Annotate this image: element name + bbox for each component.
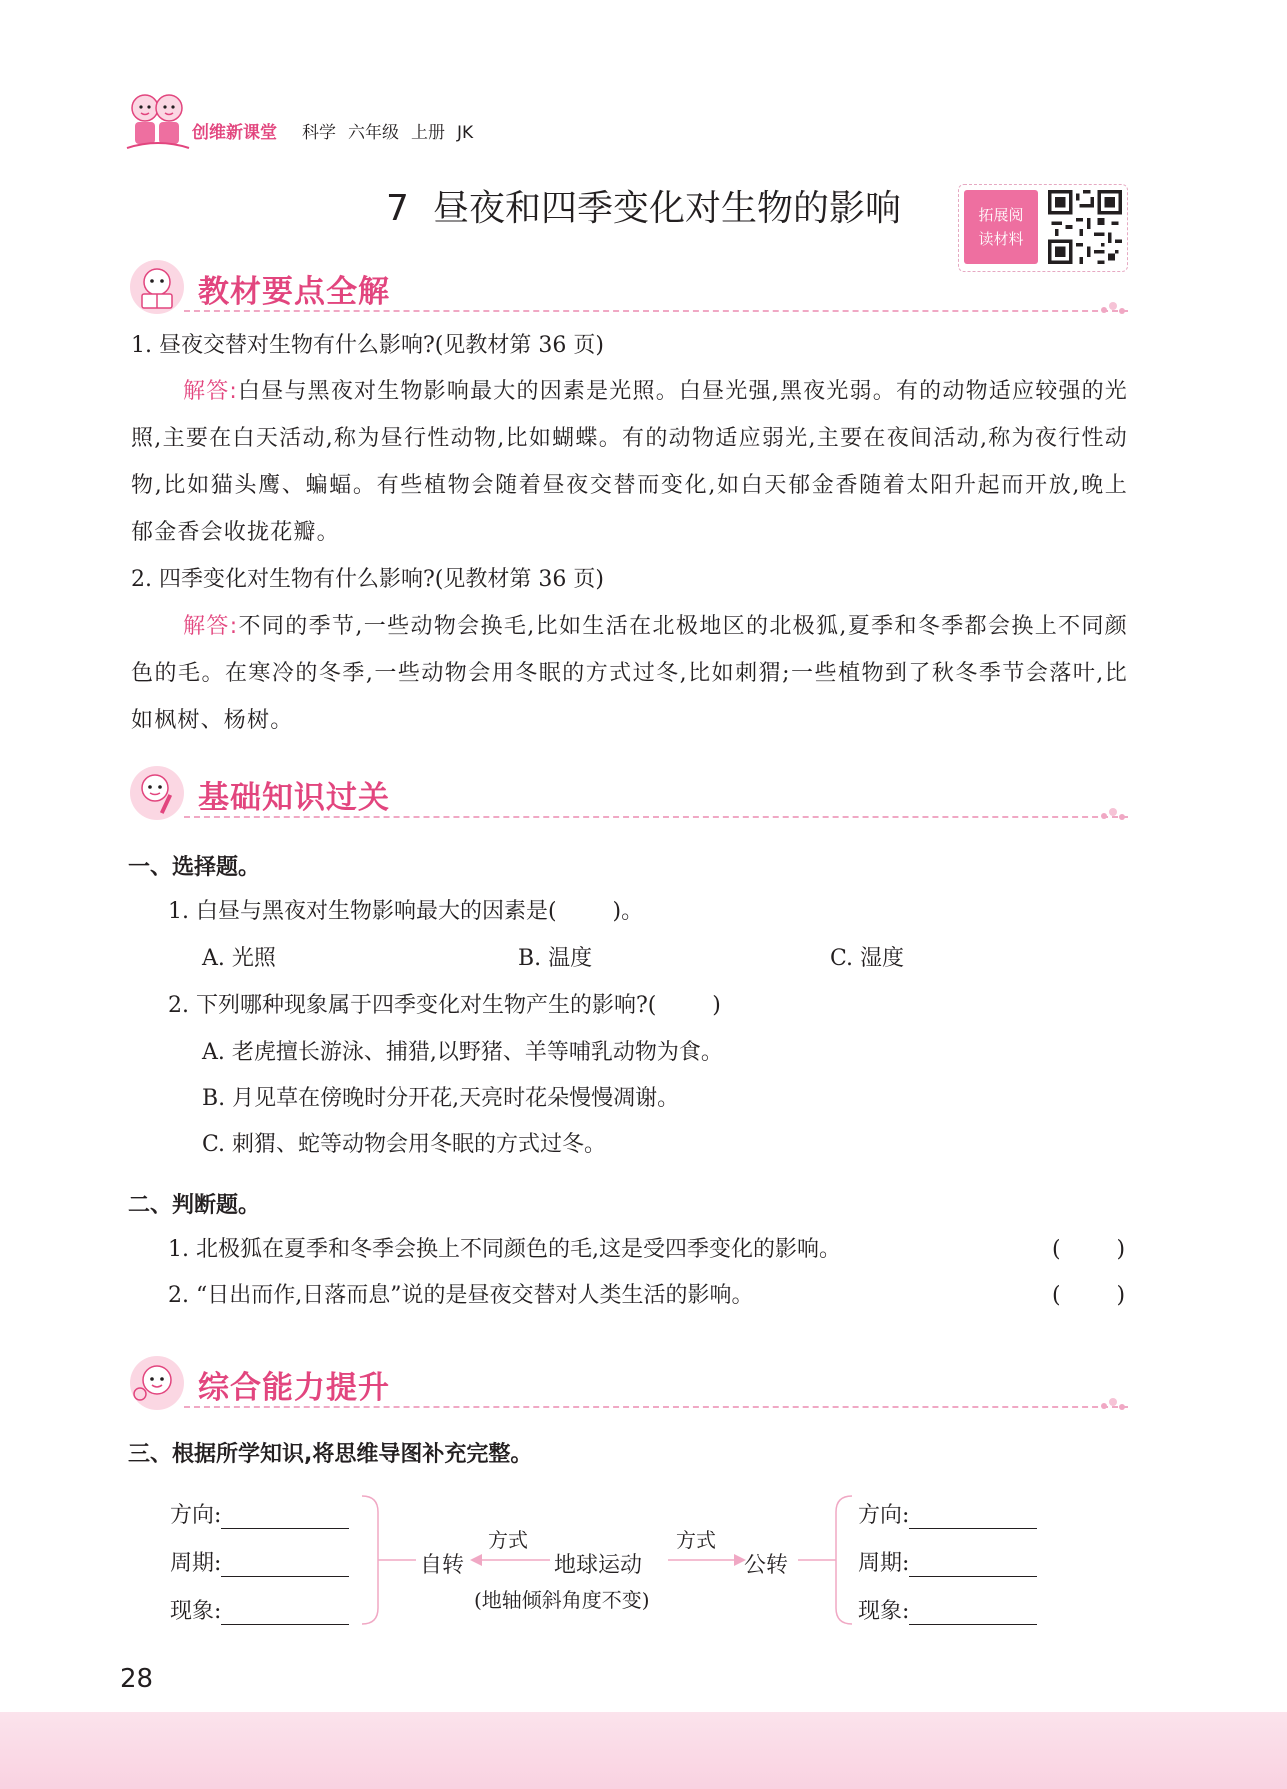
key-point-question-2: 2. 四季变化对生物有什么影响?(见教材第 36 页)	[131, 567, 604, 592]
multiple-choice-heading: 一、选择题。	[128, 855, 261, 880]
answer-blank[interactable]	[221, 1550, 349, 1577]
revolution-phenomenon-field[interactable]: 现象:	[858, 1594, 1037, 1625]
answer-text: 白昼与黑夜对生物影响最大的因素是光照。白昼光强,黑夜光弱。有的动物适应较强的光照,主要在白天活动,称为昼行性动物,比如蝴蝶。有的动物适应弱光,主要在夜间活动,称为夜行性动物,比如猫头鹰、蝙蝠。有些植物会随着昼夜交替而变化,如白天郁金香随着太阳升起而开放,晚上郁金香会收拢花瓣。	[131, 379, 1129, 545]
answer-label: 解答:	[183, 379, 239, 404]
chapter-title-text: 昼夜和四季变化对生物的影响	[432, 188, 901, 229]
answer-blank[interactable]	[909, 1550, 1037, 1577]
grade-label: 六年级	[348, 123, 399, 143]
mc-option-b[interactable]: B. 温度	[518, 946, 593, 971]
section-title: 综合能力提升	[198, 1370, 390, 1406]
edition-label: JK	[457, 123, 474, 143]
mc-option-a[interactable]: A. 光照	[202, 946, 276, 971]
mc-option-a[interactable]: A. 老虎擅长游泳、捕猎,以野猪、羊等哺乳动物为食。	[202, 1040, 723, 1065]
key-point-question-1: 1. 昼夜交替对生物有什么影响?(见教材第 36 页)	[131, 333, 604, 358]
mc-question-1: 1. 白昼与黑夜对生物影响最大的因素是( )。	[168, 899, 644, 924]
page-number: 28	[120, 1664, 154, 1694]
answer-text: 不同的季节,一些动物会换毛,比如生活在北极地区的北极狐,夏季和冬季都会换上不同颜色的毛。在寒冷的冬季,一些动物会用冬眠的方式过冬,比如刺猬;一些植物到了秋冬季节会落叶,比如枫树、杨树。	[131, 614, 1129, 733]
tf-answer-slot-2[interactable]: ( )	[1052, 1283, 1126, 1308]
extended-reading-label: 拓展阅读材料	[964, 190, 1038, 264]
answer-blank[interactable]	[221, 1502, 349, 1529]
answer-blank[interactable]	[909, 1502, 1037, 1529]
mc-option-c[interactable]: C. 湿度	[830, 946, 905, 971]
section-title: 教材要点全解	[198, 274, 390, 310]
tf-statement-2: 2. “日出而作,日落而息”说的是昼夜交替对人类生活的影响。	[168, 1283, 754, 1308]
section-title: 基础知识过关	[198, 780, 390, 816]
edge-label-left: 方式	[488, 1528, 528, 1552]
rotation-phenomenon-field[interactable]: 现象:	[170, 1594, 349, 1625]
revolution-period-field[interactable]: 周期:	[858, 1546, 1037, 1577]
revolution-node: 公转	[744, 1553, 789, 1578]
true-false-heading: 二、判断题。	[128, 1193, 261, 1218]
brand-name: 创维新课堂	[192, 123, 277, 143]
rotation-node: 自转	[420, 1553, 465, 1578]
answer-blank[interactable]	[221, 1598, 349, 1625]
edge-label-right: 方式	[676, 1528, 716, 1552]
mind-map-heading: 三、根据所学知识,将思维导图补充完整。	[128, 1442, 533, 1467]
tf-answer-slot-1[interactable]: ( )	[1052, 1237, 1126, 1262]
chapter-number: 7	[386, 188, 409, 229]
axis-tilt-note: (地轴倾斜角度不变)	[474, 1588, 650, 1612]
rotation-direction-field[interactable]: 方向:	[170, 1498, 349, 1529]
subject-label: 科学	[302, 123, 336, 143]
mc-option-c[interactable]: C. 刺猬、蛇等动物会用冬眠的方式过冬。	[202, 1132, 607, 1157]
volume-label: 上册	[411, 123, 445, 143]
answer-label: 解答:	[183, 614, 239, 639]
mc-option-b[interactable]: B. 月见草在傍晚时分开花,天亮时花朵慢慢凋谢。	[202, 1086, 680, 1111]
footer-band	[0, 1712, 1287, 1789]
answer-blank[interactable]	[909, 1598, 1037, 1625]
mc-question-2: 2. 下列哪种现象属于四季变化对生物产生的影响?( )	[168, 993, 721, 1018]
tf-statement-1: 1. 北极狐在夏季和冬季会换上不同颜色的毛,这是受四季变化的影响。	[168, 1237, 841, 1262]
earth-motion-center: 地球运动	[554, 1553, 643, 1578]
revolution-direction-field[interactable]: 方向:	[858, 1498, 1037, 1529]
rotation-period-field[interactable]: 周期:	[170, 1546, 349, 1577]
